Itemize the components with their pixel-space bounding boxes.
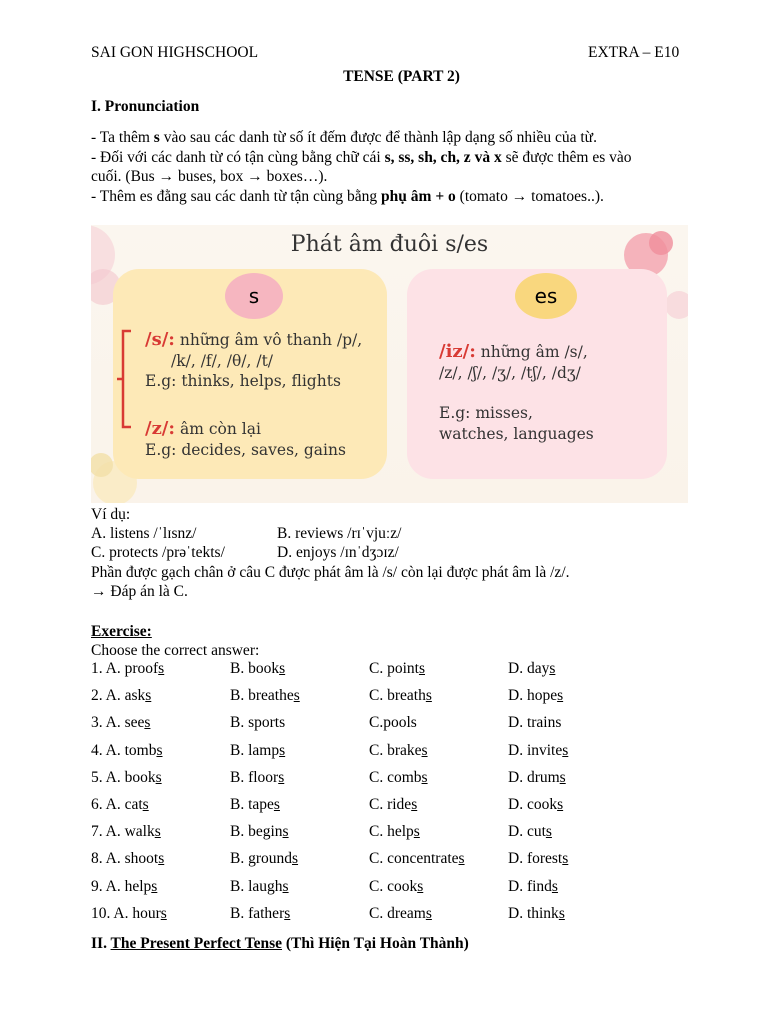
example-explanation: Phần được gạch chân ở câu C được phát âm là /s/ còn lại được phát âm là /z/. <box>91 564 570 581</box>
option-c <box>369 905 432 923</box>
option-word: 9. A. help <box>91 877 152 895</box>
option-word: B. book <box>230 660 280 677</box>
option-word: 8. A. shoot <box>91 850 159 868</box>
underlined-ending: s <box>458 850 465 868</box>
underlined-ending: s <box>279 741 286 759</box>
option-b <box>230 878 289 896</box>
exercise-heading: Exercise: <box>91 623 152 640</box>
rule-2-continued: cuối. (Bus → buses, box → boxes…). <box>91 168 328 185</box>
es-rule-sounds: /z/, /ʃ/, /ʒ/, /tʃ/, /dʒ/ <box>439 364 581 382</box>
underlined-ending: s <box>158 660 165 677</box>
example-answer: → Đáp án là C. <box>91 583 188 600</box>
option-word: B. father <box>230 904 285 922</box>
option-d <box>508 769 566 787</box>
option-b <box>230 823 289 841</box>
underlined-ending: s <box>421 741 428 759</box>
exercise-question-6 <box>0 796 700 823</box>
s-label-pill: s <box>225 273 283 319</box>
bracket-icon <box>117 329 137 431</box>
option-word: D. trains <box>508 714 562 732</box>
option-d <box>508 878 558 896</box>
example-option-b: B. reviews /rɪˈvjuːz/ <box>277 525 402 542</box>
option-word: B. floor <box>230 768 279 786</box>
underlined-ending: s <box>549 660 556 677</box>
underlined-ending: s <box>545 823 552 841</box>
option-word: 7. A. walk <box>91 823 155 841</box>
underlined-ending: s <box>279 660 286 677</box>
option-b <box>230 769 284 787</box>
exercise-instruction: Choose the correct answer: <box>91 642 260 659</box>
option-d <box>508 660 555 678</box>
rule-2: - Đối với các danh từ có tận cùng bằng chữ cái s, ss, sh, ch, z và x sẽ được thêm es vào <box>91 149 632 166</box>
option-word: B. breathe <box>230 687 294 705</box>
option-word: C. breath <box>369 687 426 705</box>
option-b <box>230 796 280 814</box>
underlined-ending: s <box>284 904 291 922</box>
underlined-ending: s <box>425 904 432 922</box>
exercise-question-10 <box>0 905 700 932</box>
option-word: D. think <box>508 904 559 922</box>
option-word: D. find <box>508 877 552 895</box>
option-word: B. begin <box>230 823 283 841</box>
es-example-1: E.g: misses, <box>439 404 533 422</box>
option-word: C. cook <box>369 877 418 895</box>
option-word: B. laugh <box>230 877 283 895</box>
option-word: C. comb <box>369 768 422 786</box>
s-rule-2-example: E.g: decides, saves, gains <box>145 441 346 459</box>
option-b <box>230 687 300 705</box>
pronunciation-infographic <box>91 225 688 503</box>
underlined-ending: s <box>292 850 299 868</box>
option-d <box>508 742 568 760</box>
option-word: B. sports <box>230 714 286 732</box>
exercise-question-8 <box>0 850 700 877</box>
underlined-ending: s <box>557 796 564 813</box>
underlined-ending: s <box>559 768 566 786</box>
option-word: D. cook <box>508 796 558 813</box>
es-label-pill: es <box>515 273 577 319</box>
option-word: 2. A. ask <box>91 687 146 705</box>
option-word: B. tape <box>230 796 274 813</box>
underlined-ending: s <box>558 904 565 922</box>
option-c <box>369 687 432 705</box>
underlined-ending: s <box>562 741 569 759</box>
option-a <box>91 878 157 896</box>
underlined-ending: s <box>273 796 280 813</box>
example-option-d: D. enjoys /ɪnˈdʒɔɪz/ <box>277 544 399 561</box>
underlined-ending: s <box>421 768 428 786</box>
underlined-ending: s <box>282 823 289 841</box>
underlined-ending: s <box>417 877 424 895</box>
exercise-question-7 <box>0 823 700 850</box>
section-heading-pronunciation: I. Pronunciation <box>91 98 200 115</box>
s-rule-1-sounds: /k/, /f/, /θ/, /t/ <box>171 352 274 370</box>
underlined-ending: s <box>282 877 289 895</box>
s-rule-1: /s/: những âm vô thanh /p/, <box>145 329 363 350</box>
underlined-ending: s <box>278 768 285 786</box>
underlined-ending: s <box>142 796 149 813</box>
option-word: C. help <box>369 823 414 841</box>
underlined-ending: s <box>413 823 420 841</box>
option-c <box>369 796 417 814</box>
option-a <box>91 714 150 732</box>
underlined-ending: s <box>557 687 564 705</box>
underlined-ending: s <box>293 687 300 705</box>
document-code: EXTRA – E10 <box>588 44 680 61</box>
exercise-question-5 <box>0 769 700 796</box>
rule-1: - Ta thêm s vào sau các danh từ số ít đếm được để thành lập dạng số nhiều của từ. <box>91 129 597 146</box>
es-rule: /iz/: những âm /s/, <box>439 341 588 362</box>
es-example-2: watches, languages <box>439 425 594 443</box>
infographic-title: Phát âm đuôi s/es <box>290 232 489 257</box>
option-a <box>91 687 151 705</box>
school-name: SAI GON HIGHSCHOOL <box>91 44 259 61</box>
option-b <box>230 850 298 868</box>
option-word: 4. A. tomb <box>91 741 157 759</box>
example-label: Ví dụ: <box>91 506 131 523</box>
option-d <box>508 714 561 732</box>
option-word: 6. A. cat <box>91 796 143 813</box>
exercise-question-1 <box>0 660 700 687</box>
option-c <box>369 823 420 841</box>
option-word: 3. A. see <box>91 714 145 732</box>
option-b <box>230 905 290 923</box>
option-word: D. day <box>508 660 550 677</box>
option-b <box>230 742 285 760</box>
exercise-question-4 <box>0 742 700 769</box>
exercise-question-9 <box>0 878 700 905</box>
option-word: C. brake <box>369 741 422 759</box>
option-c <box>369 850 465 868</box>
rule-3: - Thêm es đằng sau các danh từ tận cùng bằng phụ âm + o (tomato → tomatoes..). <box>91 188 604 205</box>
option-word: C. concentrate <box>369 850 459 868</box>
exercise-question-2 <box>0 687 700 714</box>
option-d <box>508 687 563 705</box>
option-a <box>91 850 164 868</box>
option-d <box>508 905 565 923</box>
underlined-ending: s <box>154 823 161 841</box>
underlined-ending: s <box>411 796 418 813</box>
underlined-ending: s <box>418 660 425 677</box>
underlined-ending: s <box>144 714 151 732</box>
option-word: 10. A. hour <box>91 904 161 922</box>
option-a <box>91 769 162 787</box>
option-word: 1. A. proof <box>91 660 159 677</box>
section-heading-present-perfect: II. The Present Perfect Tense (Thì Hiện Tại Hoàn Thành) <box>91 935 469 952</box>
option-c <box>369 660 425 678</box>
underlined-ending: s <box>551 877 558 895</box>
option-c <box>369 769 428 787</box>
option-a <box>91 742 163 760</box>
option-word: D. invite <box>508 741 563 759</box>
option-a <box>91 796 149 814</box>
option-c <box>369 878 423 896</box>
example-option-c: C. protects /prəˈtekts/ <box>91 544 225 561</box>
underlined-ending: s <box>160 904 167 922</box>
option-word: C. point <box>369 660 419 677</box>
option-word: C. ride <box>369 796 412 813</box>
option-d <box>508 850 568 868</box>
option-a <box>91 905 167 923</box>
option-word: B. ground <box>230 850 292 868</box>
option-a <box>91 823 161 841</box>
option-word: D. forest <box>508 850 563 868</box>
option-c <box>369 742 428 760</box>
s-rule-1-example: E.g: thinks, helps, flights <box>145 372 341 390</box>
option-word: D. hope <box>508 687 558 705</box>
option-word: B. lamp <box>230 741 280 759</box>
option-c <box>369 714 417 732</box>
page-title: TENSE (PART 2) <box>343 68 460 85</box>
option-word: C.pools <box>369 714 417 732</box>
option-a <box>91 660 164 678</box>
option-word: D. drum <box>508 768 560 786</box>
option-word: C. dream <box>369 904 426 922</box>
underlined-ending: s <box>158 850 165 868</box>
underlined-ending: s <box>151 877 158 895</box>
underlined-ending: s <box>145 687 152 705</box>
option-word: 5. A. book <box>91 768 156 786</box>
example-option-a: A. listens /ˈlɪsnz/ <box>91 525 197 542</box>
option-d <box>508 823 552 841</box>
underlined-ending: s <box>562 850 569 868</box>
underlined-ending: s <box>156 741 163 759</box>
option-d <box>508 796 563 814</box>
underlined-ending: s <box>155 768 162 786</box>
s-rule-2: /z/: âm còn lại <box>145 418 261 439</box>
option-word: D. cut <box>508 823 546 841</box>
option-b <box>230 660 285 678</box>
underlined-ending: s <box>425 687 432 705</box>
exercise-question-3 <box>0 714 700 741</box>
option-b <box>230 714 285 732</box>
